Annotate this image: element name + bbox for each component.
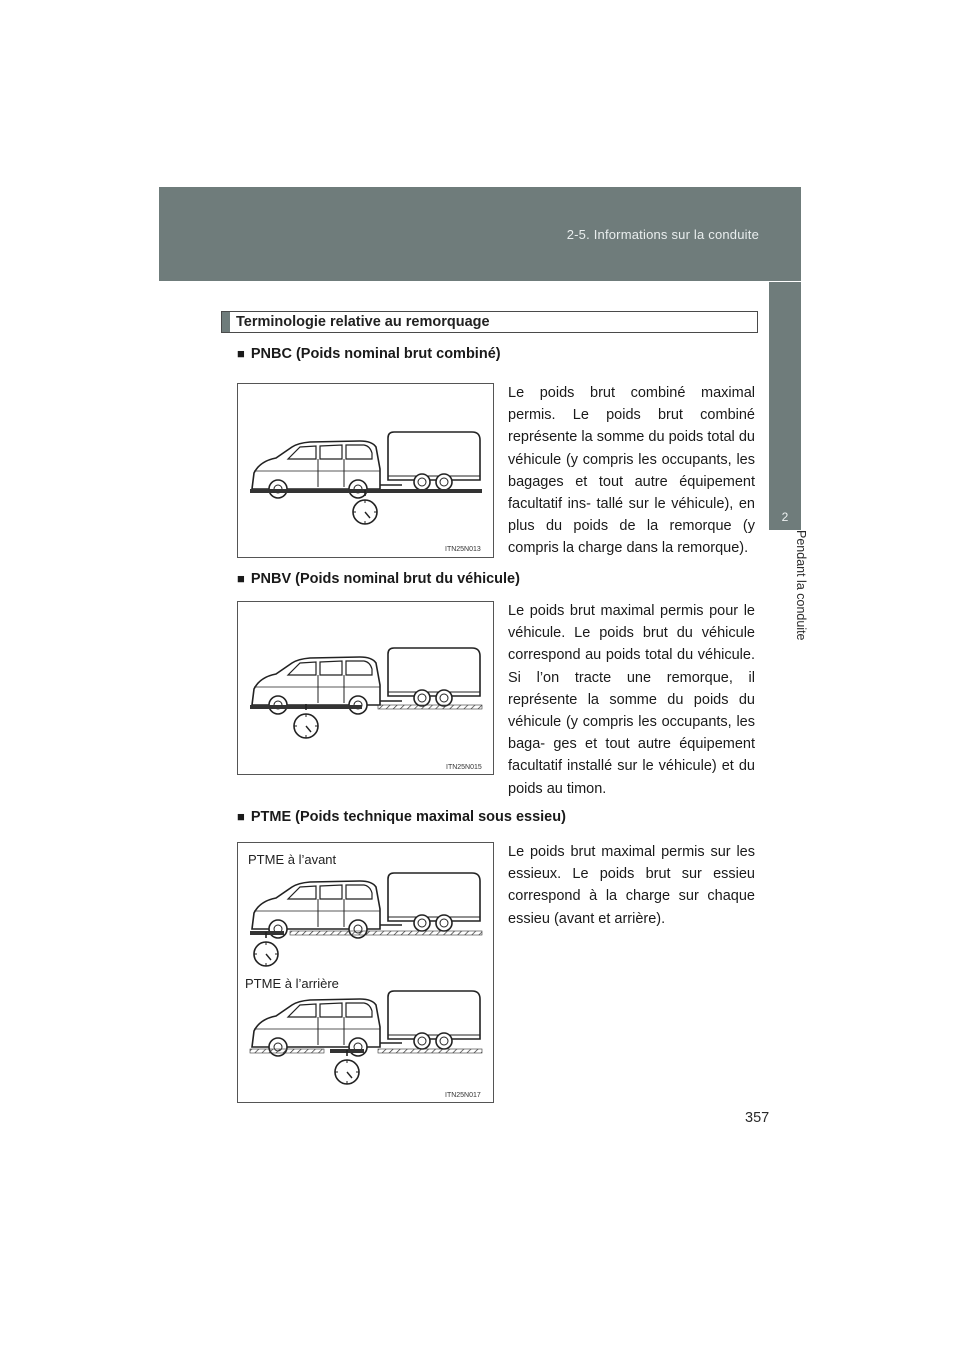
figure-ptme [237,842,494,1103]
chapter-side-tab[interactable] [769,282,801,530]
entry-heading-pnbc [237,346,501,362]
chapter-header-band [159,187,801,281]
bullet-icon: ■ [237,346,245,361]
entry-text-pnbv: Le poids brut maximal permis pour le véhicule. Le poids brut du véhicule correspond au poids total du véhicule. Si l’on tracte une remorque, il représente la somme du poids du véhicule (y compris les occupants, les baga- ges et tout autre équipement facultatif installé sur le véhicule) et du poids au timon. [508,603,755,797]
figure-code: ITN25N013 [445,546,481,553]
figure-pnbv-drawing [238,602,493,774]
section-title: Terminologie relative au remorquage [236,314,490,330]
bullet-icon: ■ [237,809,245,824]
page-number: 357 [745,1110,770,1126]
figure-code: ITN25N015 [446,764,482,771]
label-ptme-front: PTME à l’avant [248,852,337,867]
entry-text-ptme: Le poids brut maximal permis sur les essieux. Le poids brut sur essieu correspond à la charge sur chaque essieu (avant et arrière). [508,844,755,927]
entry-heading-text: PTME (Poids technique maximal sous essieu) [250,809,566,825]
figure-pnbc-drawing [238,384,493,557]
figure-code: ITN25N017 [445,1092,481,1099]
entry-heading-ptme [237,809,566,825]
chapter-title: 2-5. Informations sur la conduite [566,227,759,242]
figure-ptme-drawing [238,843,493,1102]
figure-pnbv [237,601,494,775]
section-title-bar [221,311,758,333]
entry-heading-text: PNBC (Poids nominal brut combiné) [250,346,501,362]
label-ptme-rear: PTME à l’arrière [245,976,339,991]
chapter-side-label: Pendant la conduite [794,530,808,641]
bullet-icon: ■ [237,571,245,586]
chapter-number: 2 [781,510,789,524]
entry-heading-text: PNBV (Poids nominal brut du véhicule) [250,571,520,587]
section-accent [222,312,230,332]
entry-text-pnbc: Le poids brut combiné maximal permis. Le poids brut combiné représente la somme du poids total du véhicule (y compris les occupants, les bagages et tout autre équipement facultatif ins- tallé sur le véhicule), en plus du poids de la remorque (y compris la charge dans la remorque). [508,385,755,557]
figure-pnbc [237,383,494,558]
entry-heading-pnbv [237,571,520,587]
